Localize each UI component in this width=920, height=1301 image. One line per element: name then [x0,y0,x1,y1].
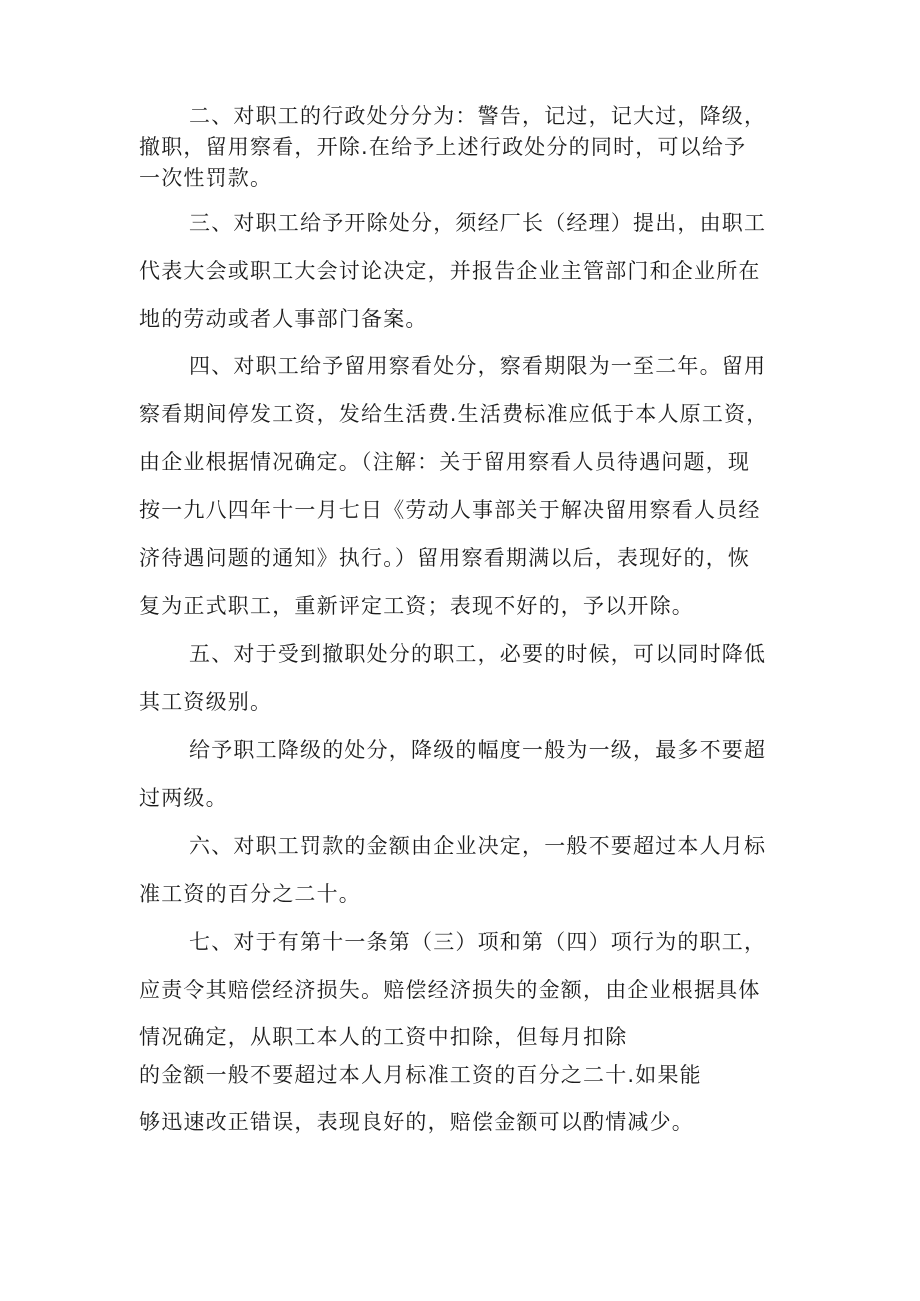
text-line: 一次性罚款。 [139,166,273,190]
text-line: 过两级。 [139,786,228,810]
text-line: 三、对职工给予开除处分，须经厂长（经理）提出，由职工 [189,211,767,235]
text-line: 够迅速改正错误，表现良好的，赔偿金额可以酌情减少。 [139,1110,694,1134]
text-line: 的金额一般不要超过本人月标准工资的百分之二十.如果能 [139,1063,702,1087]
text-line: 七、对于有第十一条第（三）项和第（四）项行为的职工， [189,930,767,954]
text-line: 由企业根据情况确定。（注解：关于留用察看人员待遇问题，现 [139,450,751,474]
text-line: 济待遇问题的通知》执行。）留用察看期满以后，表现好的，恢 [139,546,751,570]
text-line: 准工资的百分之二十。 [139,882,361,906]
text-line: 二、对职工的行政处分分为：警告，记过，记大过，降级， [189,104,767,128]
text-line: 六、对职工罚款的金额由企业决定，一般不要超过本人月标 [189,834,767,858]
text-line: 按一九八四年十一月七日《劳动人事部关于解决留用察看人员经 [139,498,761,522]
text-line: 复为正式职工，重新评定工资；表现不好的，予以开除。 [139,594,694,618]
text-line: 其工资级别。 [139,690,273,714]
text-line: 地的劳动或者人事部门备案。 [139,307,428,331]
text-line: 察看期间停发工资，发给生活费.生活费标准应低于本人原工资， [139,402,769,426]
text-line: 四、对职工给予留用察看处分，察看期限为一至二年。留用 [189,354,767,378]
text-line: 撤职，留用察看，开除.在给予上述行政处分的同时，可以给予 [139,135,747,159]
text-line: 给予职工降级的处分，降级的幅度一般为一级，最多不要超 [189,738,767,762]
text-line: 情况确定，从职工本人的工资中扣除，但每月扣除 [139,1025,628,1049]
text-line: 代表大会或职工大会讨论决定，并报告企业主管部门和企业所在 [139,259,761,283]
text-line: 应责令其赔偿经济损失。赔偿经济损失的金额，由企业根据具体 [139,978,761,1002]
text-line: 五、对于受到撤职处分的职工，必要的时候，可以同时降低 [189,642,767,666]
